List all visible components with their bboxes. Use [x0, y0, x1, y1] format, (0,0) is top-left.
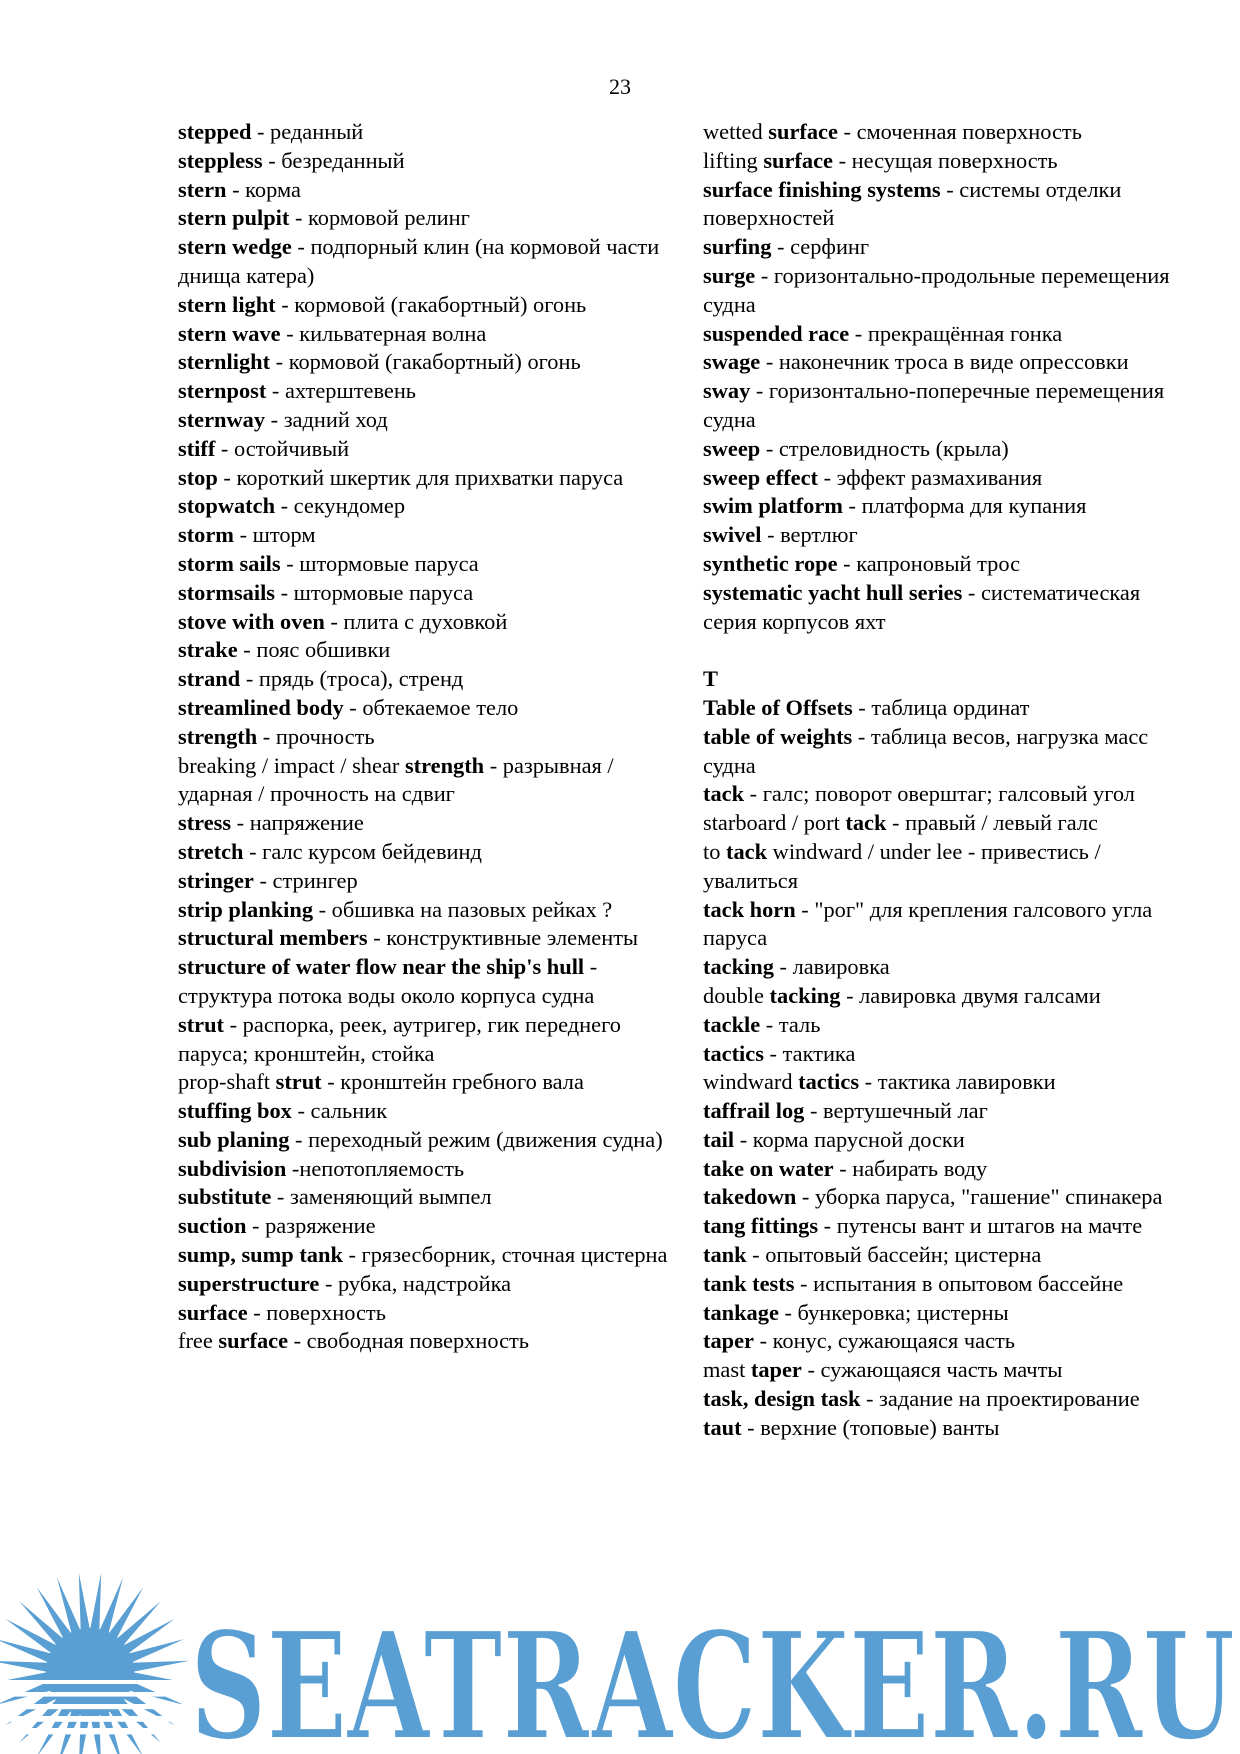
glossary-entry: [178, 1126, 673, 1155]
entry-term: stuffing box: [178, 1098, 292, 1124]
entry-text: - тактика лавировки: [859, 1069, 1056, 1095]
glossary-entry: [703, 492, 1198, 521]
entry-term: tack: [845, 810, 887, 836]
entry-text: - пояс обшивки: [237, 637, 391, 663]
glossary-entry: [703, 147, 1198, 176]
entry-term: synthetic rope: [703, 550, 838, 576]
glossary-entry: [703, 1212, 1198, 1241]
entry-text: - грязесборник, сточная цистерна: [342, 1242, 668, 1268]
entry-term: storm sails: [178, 550, 281, 576]
glossary-entry: [703, 320, 1198, 349]
glossary-entry: [178, 838, 673, 867]
glossary-entry: [178, 550, 673, 579]
glossary-entry: [703, 464, 1198, 493]
glossary-entry: [703, 1097, 1198, 1126]
entry-term: sternpost: [178, 378, 267, 404]
entry-text: - короткий шкертик для прихватки паруса: [217, 464, 624, 490]
glossary-entry: [703, 348, 1198, 377]
entry-text: - корма парусной доски: [734, 1126, 965, 1152]
page-number: 23: [609, 74, 631, 99]
entry-text: - опытовый бассейн; цистерна: [746, 1242, 1042, 1268]
glossary-entry: [703, 1068, 1198, 1097]
entry-text: - кильватерная волна: [280, 320, 487, 346]
glossary-entry: [703, 1299, 1198, 1328]
entry-text: wetted: [703, 119, 769, 144]
glossary-entry: [178, 636, 673, 665]
glossary-entry: [178, 694, 673, 723]
entry-text: - сужающаяся часть мачты: [801, 1357, 1063, 1383]
entry-term: stretch: [178, 838, 244, 864]
glossary-entry: [178, 1327, 673, 1356]
entry-text: - напряжение: [231, 810, 364, 836]
entry-term: surface finishing systems: [703, 176, 941, 202]
entry-term: strut: [178, 1011, 225, 1037]
entry-term: streamlined body: [178, 694, 344, 720]
glossary-entry: [703, 521, 1198, 550]
glossary-entry: [703, 780, 1198, 809]
entry-term: stern wave: [178, 320, 281, 346]
entry-term: sweep effect: [703, 464, 818, 490]
right-column: [703, 118, 1198, 1443]
entry-text: - разряжение: [246, 1213, 376, 1239]
entry-text: - обтекаемое тело: [343, 694, 519, 720]
entry-text: prop-shaft: [178, 1069, 276, 1095]
entry-text: - галс; поворот оверштаг; галсовый угол: [744, 781, 1135, 807]
entry-term: superstructure: [178, 1270, 320, 1296]
entry-text: - системы отделки поверхностей: [703, 176, 1122, 231]
glossary-entry: [178, 406, 673, 435]
entry-text: - тактика: [763, 1040, 856, 1066]
entry-text: - испытания в опытовом бассейне: [794, 1270, 1124, 1296]
glossary-entry: [178, 953, 673, 1011]
entry-text: - переходный режим (движения судна): [289, 1126, 663, 1152]
entry-text: - распорка, реек, аутригер, гик переднего паруса; кронштейн, стойка: [178, 1011, 621, 1066]
sun-stripe: [0, 1680, 200, 1684]
entry-term: tack: [703, 781, 745, 807]
glossary-entry: [178, 377, 673, 406]
entry-term: swivel: [703, 522, 762, 548]
entry-term: tacking: [703, 954, 774, 980]
entry-term: stormsails: [178, 579, 276, 605]
entry-term: stiff: [178, 435, 216, 461]
glossary-entry: [703, 579, 1198, 637]
entry-term: taut: [703, 1414, 742, 1440]
entry-text: windward / under lee - привестись / увалиться: [703, 838, 1101, 893]
entry-term: taffrail log: [703, 1098, 805, 1124]
glossary-entry: [703, 694, 1198, 723]
entry-term: strength: [404, 752, 485, 778]
entry-text: - секундомер: [275, 493, 406, 519]
entry-text: free: [178, 1328, 219, 1354]
entry-term: surfing: [703, 234, 772, 260]
glossary-entry: [703, 953, 1198, 982]
entry-text: - заменяющий вымпел: [271, 1184, 492, 1210]
entry-text: - реданный: [251, 119, 364, 144]
entry-term: sump, sump tank: [178, 1242, 343, 1268]
entry-text: - лавировка двумя галсами: [840, 982, 1101, 1008]
entry-text: - эффект размахивания: [818, 464, 1043, 490]
glossary-entry: [703, 1385, 1198, 1414]
entry-text: - сальник: [291, 1098, 388, 1124]
sun-disc: [46, 1628, 134, 1716]
entry-term: sway: [703, 378, 751, 404]
entry-text: - шторм: [233, 522, 316, 548]
entry-text: - вертлюг: [761, 522, 858, 548]
entry-term: swage: [703, 349, 761, 375]
entry-text: - горизонтально-поперечные перемещения судна: [703, 378, 1165, 432]
glossary-entry: [703, 1356, 1198, 1385]
entry-term: strip planking: [178, 896, 314, 922]
glossary-entry: [703, 1183, 1198, 1212]
entry-text: - рубка, надстройка: [319, 1270, 512, 1296]
entry-term: tail: [703, 1126, 735, 1152]
glossary-entry: [703, 1241, 1198, 1270]
entry-text: - плита с духовкой: [324, 608, 508, 634]
entry-term: stop: [178, 464, 218, 490]
entry-term: sternlight: [178, 349, 271, 375]
entry-text: - верхние (топовые) ванты: [741, 1414, 1000, 1440]
entry-text: - безреданный: [262, 147, 405, 173]
entry-term: sternway: [178, 406, 266, 432]
glossary-entry: [703, 1414, 1198, 1443]
entry-term: stern light: [178, 291, 276, 317]
entry-text: - кронштейн гребного вала: [321, 1069, 584, 1095]
entry-term: strength: [178, 723, 258, 749]
entry-text: - конус, сужающаяся часть: [753, 1328, 1016, 1354]
entry-term: tactics: [798, 1069, 860, 1095]
glossary-entry: [703, 1327, 1198, 1356]
entry-text: -непотопляемость: [286, 1155, 465, 1181]
entry-term: tack: [726, 838, 768, 864]
glossary-entry: [178, 924, 673, 953]
glossary-entry: [178, 608, 673, 637]
glossary-entry: [178, 579, 673, 608]
entry-text: - путенсы вант и штагов на мачте: [818, 1213, 1143, 1239]
entry-term: table of weights: [703, 723, 853, 749]
entry-text: - обшивка на пазовых рейках ?: [313, 896, 613, 922]
entry-text: - поверхность: [247, 1299, 386, 1325]
glossary-entry: [703, 982, 1198, 1011]
glossary-entry: [178, 1241, 673, 1270]
entry-term: take on water: [703, 1155, 834, 1181]
entry-text: - стреловидность (крыла): [760, 435, 1009, 461]
entry-term: stopwatch: [178, 493, 276, 519]
glossary-entry: [178, 1299, 673, 1328]
glossary-entry: [178, 492, 673, 521]
glossary-entry: [178, 521, 673, 550]
entry-text: starboard / port: [703, 810, 846, 836]
glossary-entry: [178, 1212, 673, 1241]
entry-term: stern pulpit: [178, 205, 290, 231]
entry-text: - кормовой (гакабортный) огонь: [270, 349, 581, 375]
entry-term: tank: [703, 1242, 747, 1268]
glossary-entry: [178, 348, 673, 377]
entry-text: - прекращённая гонка: [849, 320, 1063, 346]
entry-term: takedown: [703, 1184, 797, 1210]
entry-term: systematic yacht hull series: [703, 579, 963, 605]
entry-term: subdivision: [178, 1155, 287, 1181]
entry-text: - вертушечный лаг: [804, 1098, 988, 1124]
entry-text: mast: [703, 1357, 751, 1383]
glossary-entry: [703, 377, 1198, 435]
glossary-entry: [703, 723, 1198, 781]
entry-term: surge: [703, 262, 756, 288]
entry-term: stepped: [178, 119, 252, 144]
entry-term: tactics: [703, 1040, 764, 1066]
glossary-entry: [178, 1155, 673, 1184]
glossary-entry: [703, 233, 1198, 262]
glossary-entry: [178, 118, 673, 147]
sun-stripe: [0, 1716, 200, 1722]
entry-text: - галс курсом бейдевинд: [243, 838, 482, 864]
glossary-entry: [703, 1040, 1198, 1069]
entry-text: double: [703, 982, 770, 1008]
glossary-entry: [703, 262, 1198, 320]
entry-text: - штормовые паруса: [275, 579, 474, 605]
entry-text: - свободная поверхность: [288, 1328, 530, 1354]
entry-term: strake: [178, 637, 238, 663]
entry-term: storm: [178, 522, 234, 548]
entry-term: structure of water flow near the ship's hull: [178, 954, 585, 980]
glossary-entry: [178, 176, 673, 205]
entry-text: - штормовые паруса: [280, 550, 479, 576]
entry-term: strand: [178, 666, 241, 692]
entry-text: - лавировка: [773, 954, 890, 980]
entry-text: - бункеровка; цистерны: [778, 1299, 1009, 1325]
glossary-entry: [703, 1126, 1198, 1155]
entry-term: tank tests: [703, 1270, 795, 1296]
glossary-entry: [178, 464, 673, 493]
left-column: [178, 118, 673, 1356]
entry-text: - систематическая серия корпусов яхт: [703, 579, 1141, 634]
entry-text: - несущая поверхность: [832, 147, 1058, 173]
entry-text: - уборка паруса, "гашение" спинакера: [796, 1184, 1163, 1210]
entry-term: stove with oven: [178, 608, 325, 634]
entry-text: - конструктивные элементы: [367, 925, 639, 951]
glossary-entry: [178, 291, 673, 320]
entry-term: suspended race: [703, 320, 850, 346]
glossary-entry: [178, 147, 673, 176]
entry-text: - кормовой релинг: [289, 205, 470, 231]
glossary-entry: [703, 176, 1198, 234]
entry-text: - прочность: [257, 723, 375, 749]
entry-text: - капроновый трос: [837, 550, 1021, 576]
glossary-entry: [178, 1270, 673, 1299]
section-gap: [703, 636, 1198, 665]
glossary-entry: [178, 1097, 673, 1126]
entry-text: - смоченная поверхность: [837, 119, 1082, 144]
glossary-entry: [178, 752, 673, 810]
entry-text: - структура потока воды около корпуса судна: [178, 954, 598, 1008]
glossary-entry: [703, 1270, 1198, 1299]
entry-term: Table of Offsets: [703, 694, 853, 720]
entry-term: tack horn: [703, 896, 796, 922]
entry-term: steppless: [178, 147, 263, 173]
entry-text: - стрингер: [253, 867, 358, 893]
entry-term: tacking: [769, 982, 841, 1008]
section-letter: T: [703, 666, 718, 692]
glossary-entry: [178, 896, 673, 925]
glossary-entry: [178, 233, 673, 291]
entry-text: - набирать воду: [833, 1155, 988, 1181]
entry-term: stress: [178, 810, 232, 836]
entry-term: surface: [218, 1328, 289, 1354]
entry-text: - корма: [226, 176, 301, 202]
entry-term: swim platform: [703, 493, 843, 519]
entry-text: - правый / левый галс: [886, 810, 1098, 836]
entry-text: - разрывная / ударная / прочность на сдвиг: [178, 752, 614, 807]
glossary-entry: [703, 1155, 1198, 1184]
entry-term: surface: [763, 147, 833, 173]
glossary-entry: [178, 809, 673, 838]
glossary-entry: [178, 1011, 673, 1069]
entry-term: tackle: [703, 1011, 761, 1037]
sun-stripe: [0, 1692, 200, 1697]
entry-term: sub planing: [178, 1126, 290, 1152]
watermark-text: SEATRACKER.RU: [190, 1599, 1235, 1754]
glossary-entry: [178, 665, 673, 694]
entry-term: structural members: [178, 925, 368, 951]
entry-text: - задание на проектирование: [860, 1386, 1140, 1412]
glossary-entry: [703, 809, 1198, 838]
glossary-entry: [703, 896, 1198, 954]
glossary-entry: [178, 1068, 673, 1097]
entry-term: surface: [178, 1299, 248, 1325]
entry-term: tankage: [703, 1299, 779, 1325]
entry-term: sweep: [703, 435, 761, 461]
entry-term: taper: [750, 1357, 802, 1383]
entry-text: - ахтерштевень: [266, 378, 417, 404]
entry-text: - таблица весов, нагрузка масс судна: [703, 723, 1149, 778]
entry-term: taper: [703, 1328, 754, 1354]
glossary-entry: [703, 1011, 1198, 1040]
entry-text: - таль: [760, 1011, 821, 1037]
entry-text: - остойчивый: [215, 435, 350, 461]
glossary-entry: [178, 1183, 673, 1212]
entry-term: suction: [178, 1213, 247, 1239]
glossary-entry: [703, 118, 1198, 147]
glossary-entry: [178, 867, 673, 896]
entry-text: to: [703, 838, 727, 864]
entry-text: - подпорный клин (на кормовой части днища катера): [178, 234, 660, 288]
glossary-entry: [703, 838, 1198, 896]
entry-text: lifting: [703, 147, 764, 173]
glossary-entry: [178, 723, 673, 752]
entry-text: - прядь (троса), стренд: [240, 666, 464, 692]
entry-text: - "рог" для крепления галсового угла паруса: [703, 896, 1153, 951]
entry-term: surface: [768, 119, 838, 144]
glossary-entry: [178, 435, 673, 464]
entry-term: strut: [275, 1069, 322, 1095]
entry-term: substitute: [178, 1184, 272, 1210]
sun-stripe: [0, 1704, 200, 1709]
entry-text: windward: [703, 1069, 799, 1095]
seatracker-watermark: [0, 1562, 1240, 1754]
entry-term: stringer: [178, 867, 254, 893]
entry-text: - платформа для купания: [842, 493, 1087, 519]
entry-text: - таблица ординат: [852, 694, 1030, 720]
glossary-entry: [703, 550, 1198, 579]
entry-text: breaking / impact / shear: [178, 752, 405, 778]
entry-text: - задний ход: [265, 406, 388, 432]
glossary-entry: [703, 435, 1198, 464]
entry-text: - горизонтально-продольные перемещения судна: [703, 262, 1170, 317]
entry-text: - серфинг: [771, 234, 870, 260]
entry-term: tang fittings: [703, 1213, 819, 1239]
sun-logo-icon: [0, 1573, 200, 1754]
entry-text: - наконечник троса в виде опрессовки: [760, 349, 1129, 375]
entry-term: stern: [178, 176, 227, 202]
glossary-entry: [178, 320, 673, 349]
entry-text: - кормовой (гакабортный) огонь: [275, 291, 587, 317]
glossary-entry: [178, 204, 673, 233]
entry-term: task, design task: [703, 1386, 861, 1412]
entry-term: stern wedge: [178, 234, 292, 260]
sun-stripe: [0, 1728, 200, 1734]
